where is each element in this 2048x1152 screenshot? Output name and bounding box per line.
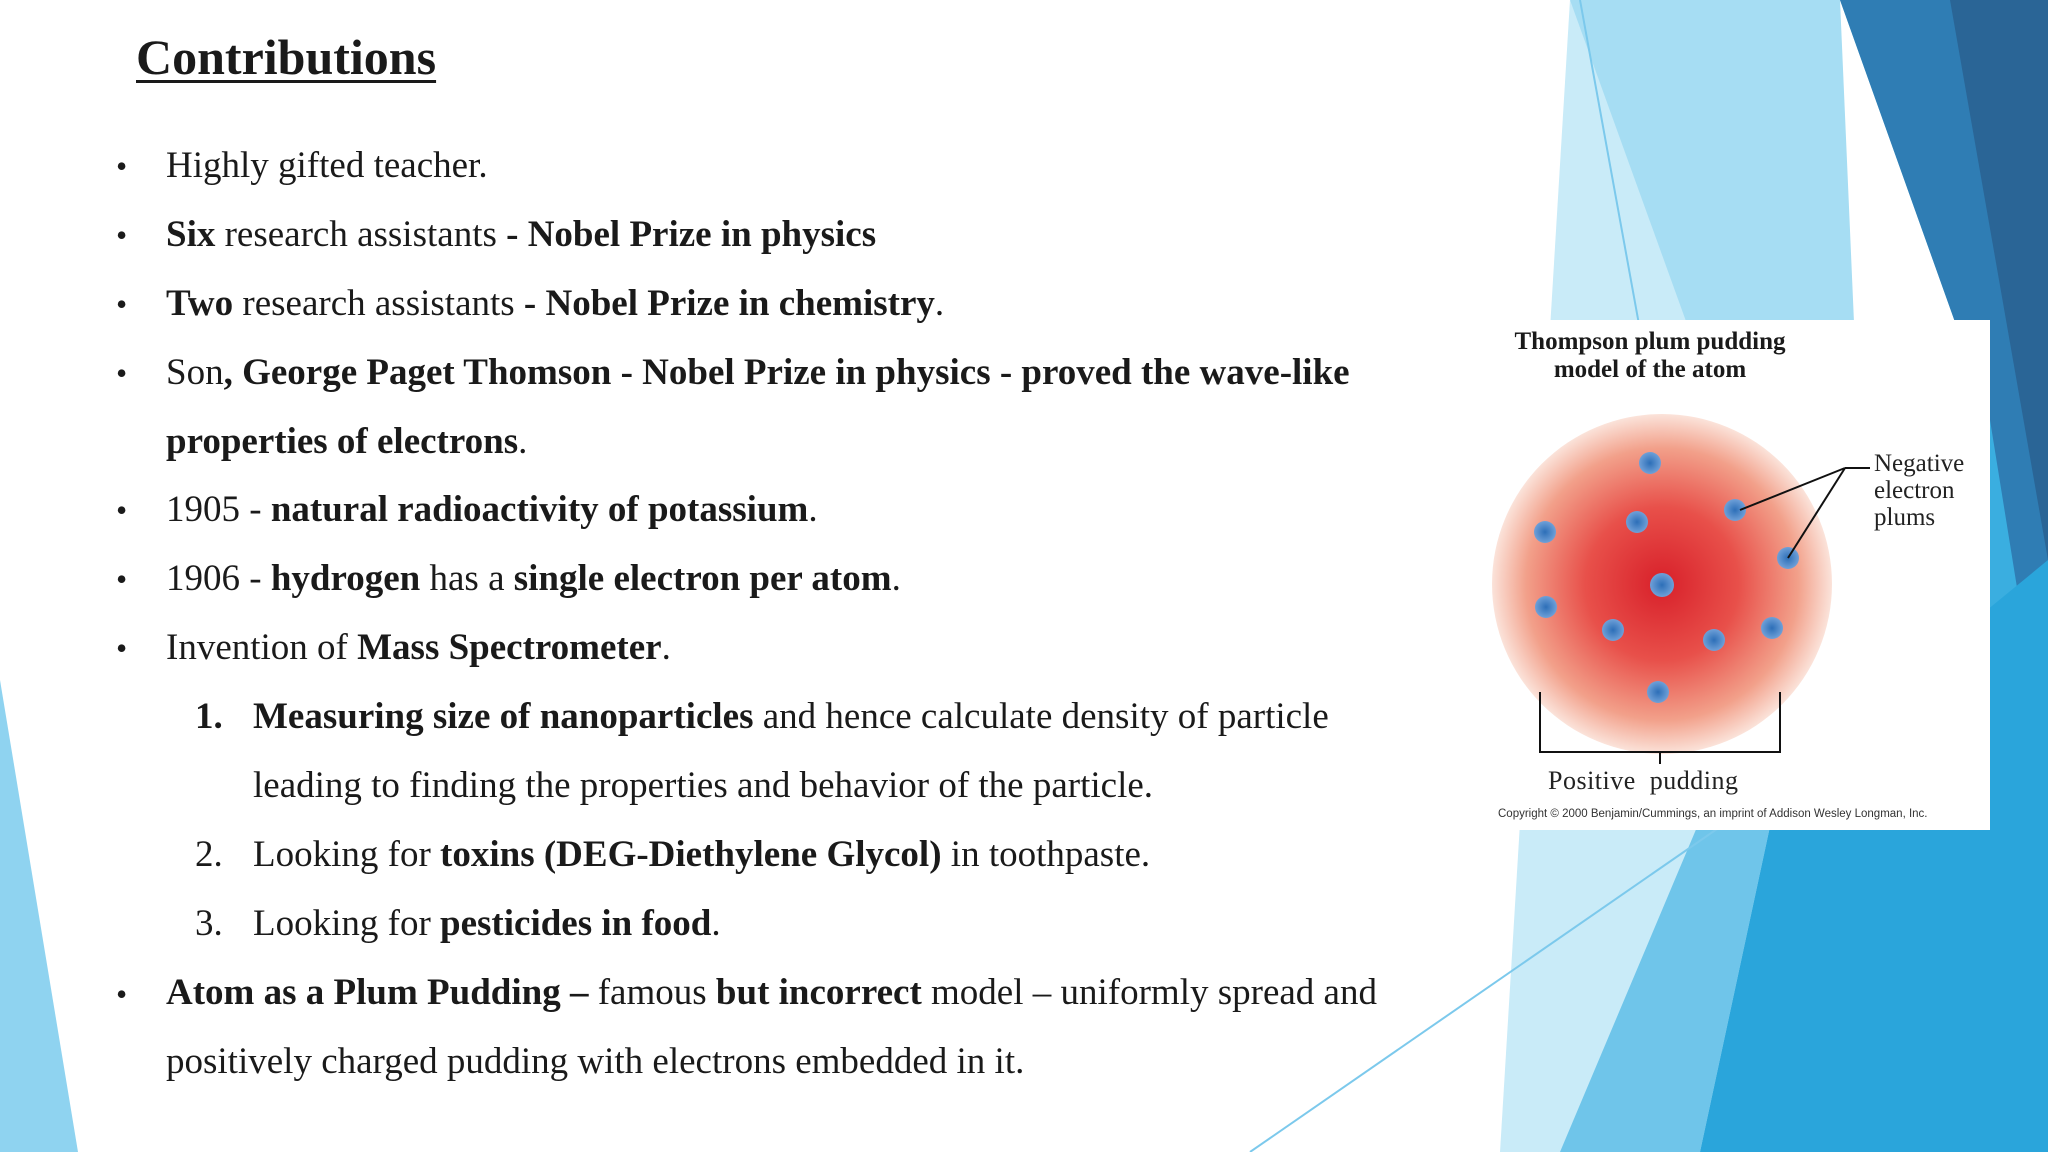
- text-run: .: [518, 421, 528, 462]
- negative-electron-label: [1874, 450, 1964, 531]
- positive-pudding-label: Positive pudding: [1548, 766, 1739, 795]
- bullet-line-2: [166, 282, 944, 326]
- text-run: Looking for: [253, 834, 441, 875]
- text-run: famous: [588, 972, 716, 1013]
- list-number-1: 1.: [195, 696, 223, 737]
- plum-pudding-diagram: [1470, 320, 1990, 830]
- text-run: Six: [166, 214, 216, 255]
- text-run: single electron per atom: [513, 558, 892, 599]
- bullet-line-6: [166, 557, 901, 601]
- numbered-line-11: [253, 902, 721, 946]
- bullet-line-13: [166, 1040, 1024, 1084]
- electron-dot: [1724, 499, 1746, 521]
- text-run: Invention of: [166, 627, 358, 668]
- text-run: Mass Spectrometer: [357, 627, 662, 668]
- electron-dot: [1626, 511, 1648, 533]
- text-run: has a: [420, 558, 514, 599]
- bullet-marker: •: [116, 976, 128, 1012]
- text-run: but incorrect: [715, 972, 922, 1013]
- text-run: Son: [166, 352, 224, 393]
- text-run: properties of electrons: [166, 421, 519, 462]
- bullet-marker: •: [116, 355, 128, 391]
- figure-title-line-1: Thompson plum pudding: [1514, 328, 1786, 355]
- text-run: in toothpaste.: [941, 834, 1151, 875]
- text-run: .: [808, 489, 818, 530]
- electron-dot: [1535, 596, 1557, 618]
- bullet-marker: •: [116, 492, 128, 528]
- negative-label-line-1: Negative: [1874, 450, 1965, 477]
- bullet-line-4: [166, 420, 527, 464]
- figure-copyright: Copyright © 2000 Benjamin/Cummings, an imprint of Addison Wesley Longman, Inc.: [1498, 808, 1928, 820]
- text-run: natural radioactivity of potassium: [270, 489, 809, 530]
- text-run: Looking for: [253, 903, 441, 944]
- figure-title-line-2: model of the atom: [1553, 355, 1747, 383]
- list-number-3: 3.: [195, 903, 223, 944]
- slide-title: Contributions: [136, 29, 437, 85]
- plum-pudding-figure: [1470, 320, 1990, 830]
- text-run: research assistants: [215, 214, 507, 255]
- text-run: .: [891, 558, 901, 599]
- text-run: , George Paget Thomson - Nobel Prize in physics - proved the wave-like: [223, 352, 1350, 393]
- text-run: model – uniformly spread and: [921, 972, 1377, 1013]
- text-run: Measuring size of nanoparticles: [253, 696, 754, 737]
- numbered-line-9: [253, 764, 1153, 808]
- text-run: toxins (DEG-Diethylene Glycol): [440, 834, 942, 875]
- text-run: Highly gifted teacher.: [166, 145, 488, 186]
- text-run: leading to finding the properties and behavior of the particle.: [253, 765, 1154, 806]
- text-run: Atom as a Plum Pudding –: [166, 972, 589, 1013]
- bullet-marker: •: [116, 286, 128, 322]
- text-run: research assistants: [233, 283, 524, 324]
- text-run: 1905 -: [166, 489, 271, 530]
- text-run: hydrogen: [270, 558, 421, 599]
- text-run: and hence calculate density of particle: [753, 696, 1329, 737]
- text-run: positively charged pudding with electrons embedded in it.: [166, 1041, 1025, 1082]
- negative-label-line-2: electron: [1874, 477, 1955, 504]
- text-run: pesticides in food: [440, 903, 712, 944]
- bullet-marker: •: [116, 630, 128, 666]
- text-run: .: [711, 903, 721, 944]
- bullet-line-7: [166, 626, 671, 670]
- electron-dot: [1761, 617, 1783, 639]
- text-run: - Nobel Prize in chemistry: [523, 283, 935, 324]
- negative-label-line-3: plums: [1874, 504, 1936, 531]
- bullet-line-3: [166, 351, 1350, 395]
- text-run: 1906 -: [166, 558, 271, 599]
- text-run: .: [661, 627, 671, 668]
- bullet-line-12: [166, 971, 1377, 1015]
- electron-dot: [1602, 619, 1624, 641]
- electron-dot: [1703, 629, 1725, 651]
- bullet-marker: •: [116, 217, 128, 253]
- list-number-2: 2.: [195, 834, 223, 875]
- numbered-line-10: [253, 833, 1150, 877]
- text-run: Two: [166, 283, 234, 324]
- electron-dot: [1647, 681, 1669, 703]
- figure-title: [1470, 328, 1830, 383]
- numbered-line-8: [253, 695, 1329, 739]
- bullet-line-0: [166, 144, 488, 188]
- text-run: .: [934, 283, 945, 324]
- bullet-line-5: [166, 488, 818, 532]
- electron-dot: [1639, 452, 1661, 474]
- bullet-marker: •: [116, 561, 128, 597]
- text-run: - Nobel Prize in physics: [506, 214, 877, 255]
- bullet-line-1: [166, 213, 876, 257]
- electron-dot: [1534, 521, 1556, 543]
- electron-dot: [1650, 573, 1674, 597]
- bullet-marker: •: [116, 148, 128, 184]
